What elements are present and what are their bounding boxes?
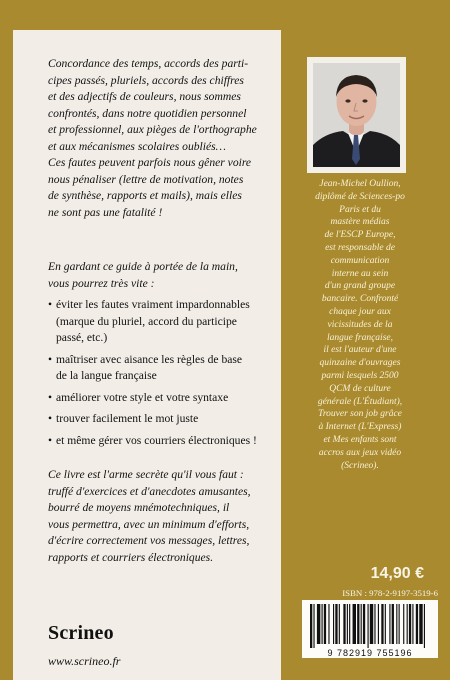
- author-portrait-illustration: [313, 63, 400, 167]
- bio-line: d'un grand groupe: [324, 281, 396, 292]
- bio-line: Jean-Michel Oullion,: [319, 179, 401, 189]
- secret-line: rapports et courriers électroniques.: [48, 550, 214, 564]
- intro-line: Concordance des temps, accords des parti-: [48, 57, 249, 70]
- barcode-bar: [333, 604, 334, 644]
- publisher-website: www.scrineo.fr: [48, 654, 121, 668]
- guide-section: [48, 259, 284, 454]
- intro-line: cipes passés, pluriels, accords des chiffres: [48, 73, 244, 87]
- author-photo: [313, 63, 400, 167]
- publisher-logo: Scrineo: [48, 622, 114, 644]
- bio-line: QCM de culture: [329, 383, 391, 394]
- intro-line: Ces fautes peuvent parfois nous gêner voire: [48, 156, 252, 169]
- barcode-bar: [335, 604, 337, 644]
- intro-line: ne sont pas une fatalité !: [48, 205, 163, 219]
- barcode-bar: [419, 604, 422, 644]
- bio-line: (Scrineo).: [341, 460, 379, 471]
- benefit-item: • et même gérer vos courriers électroniques !: [48, 433, 284, 450]
- intro-line: nous pénaliser (lettre de motivation, notes: [48, 172, 244, 186]
- bio-line: est responsable de: [325, 242, 395, 253]
- benefit-list: [48, 297, 284, 449]
- intro-line: confrontés, dans notre quotidien personnel: [48, 106, 247, 120]
- barcode-digits: 9 782919 755196: [327, 648, 413, 658]
- author-bio: [278, 178, 442, 472]
- bio-line: vicissitudes de la: [327, 319, 393, 330]
- bio-line: diplômé de Sciences-po: [315, 191, 405, 202]
- barcode-bar: [322, 604, 323, 644]
- price-label: 14,90 €: [370, 565, 424, 582]
- barcode-bar: [389, 604, 390, 644]
- bio-line: bancaire. Confronté: [321, 294, 399, 305]
- secret-paragraph: [48, 467, 284, 566]
- bio-line: chaque jour aux: [329, 306, 391, 317]
- barcode-bar: [313, 604, 314, 648]
- barcode-bar: [363, 604, 365, 644]
- description-content: [13, 30, 281, 680]
- publisher-block: [48, 622, 284, 668]
- barcode-bar: [396, 604, 397, 644]
- barcode-bar: [339, 604, 340, 644]
- bio-line: générale (L'Étudiant),: [317, 396, 403, 407]
- barcode-bar: [416, 604, 418, 644]
- barcode-bar: [357, 604, 359, 644]
- guide-intro-line: En gardant ce guide à portée de la main,: [48, 260, 238, 273]
- bio-line: langue française,: [327, 332, 393, 343]
- bio-line: il est l'auteur d'une: [323, 345, 397, 356]
- bio-line: de l'ESCP Europe,: [324, 230, 396, 241]
- benefit-item: • améliorer votre style et votre syntaxe: [48, 390, 284, 407]
- benefit-item: • trouver facilement le mot juste: [48, 411, 284, 428]
- barcode-bar: [385, 604, 386, 644]
- barcode-bar: [407, 604, 408, 644]
- guide-intro: [48, 259, 284, 292]
- intro-paragraph: [48, 56, 284, 221]
- barcode-bar: [361, 604, 362, 644]
- barcode-bar: [378, 604, 379, 644]
- bio-line: mastère médias: [330, 217, 390, 228]
- secret-line: bourré de moyens mnémotechniques, il: [48, 501, 230, 514]
- barcode-bar: [324, 604, 326, 644]
- barcode-bar: [374, 604, 375, 644]
- barcode-bar: [347, 604, 348, 644]
- bio-line: parmi lesquels 2500: [321, 370, 399, 381]
- barcode-bar: [409, 604, 411, 644]
- bio-line: et Mes enfants sont: [323, 434, 397, 445]
- benefit-item: • éviter les fautes vraiment impardonnables (marque du pluriel, accord du participe passé, etc.): [48, 297, 284, 347]
- secret-line: truffé d'exercices et d'anecdotes amusantes,: [48, 484, 251, 498]
- intro-line: et des adjectifs de couleurs, nous sommes: [48, 90, 241, 103]
- bio-line: Trouver son job grâce: [318, 409, 402, 420]
- benefit-item: • maîtriser avec aisance les règles de base de la langue française: [48, 352, 284, 385]
- bio-line: communication: [330, 255, 390, 266]
- barcode-bar: [412, 604, 413, 644]
- barcode-bar: [370, 604, 373, 644]
- barcode-bar: [353, 604, 356, 644]
- barcode-bar: [310, 604, 312, 648]
- barcode-bar: [368, 604, 369, 648]
- barcode-bar: [392, 604, 394, 644]
- bio-line: quinzaine d'ouvrages: [319, 358, 401, 369]
- secret-line: vous permettra, avec un minimum d'efforts,: [48, 517, 250, 531]
- intro-line: et aux mécanismes scolaires oubliés…: [48, 139, 226, 153]
- isbn-label: ISBN : 978-2-9197-3519-6: [342, 588, 438, 598]
- barcode-bar: [424, 604, 425, 648]
- barcode-bar: [403, 604, 404, 644]
- barcode-bar: [349, 604, 350, 644]
- secret-line: d'écrire correctement vos messages, lettres,: [48, 534, 250, 547]
- bio-line: à Internet (L'Express): [318, 422, 402, 433]
- barcode-bar: [399, 604, 400, 644]
- intro-line: et professionnel, aux pièges de l'orthographe: [48, 123, 257, 136]
- barcode-bar: [328, 604, 329, 644]
- bio-line: interne au sein: [331, 268, 389, 279]
- secret-line: Ce livre est l'arme secrète qu'il vous faut :: [48, 468, 244, 481]
- barcode-bar: [343, 604, 345, 644]
- barcode-bar: [317, 604, 320, 644]
- guide-intro-line: vous pourrez très vite :: [48, 276, 155, 290]
- bio-line: accros aux jeux vidéo: [318, 447, 402, 458]
- bio-line: Paris et du: [339, 204, 381, 215]
- intro-line: de synthèse, rapports et mails), mais elles: [48, 189, 242, 202]
- barcode-bar: [381, 604, 383, 644]
- author-photo-frame: [307, 57, 406, 173]
